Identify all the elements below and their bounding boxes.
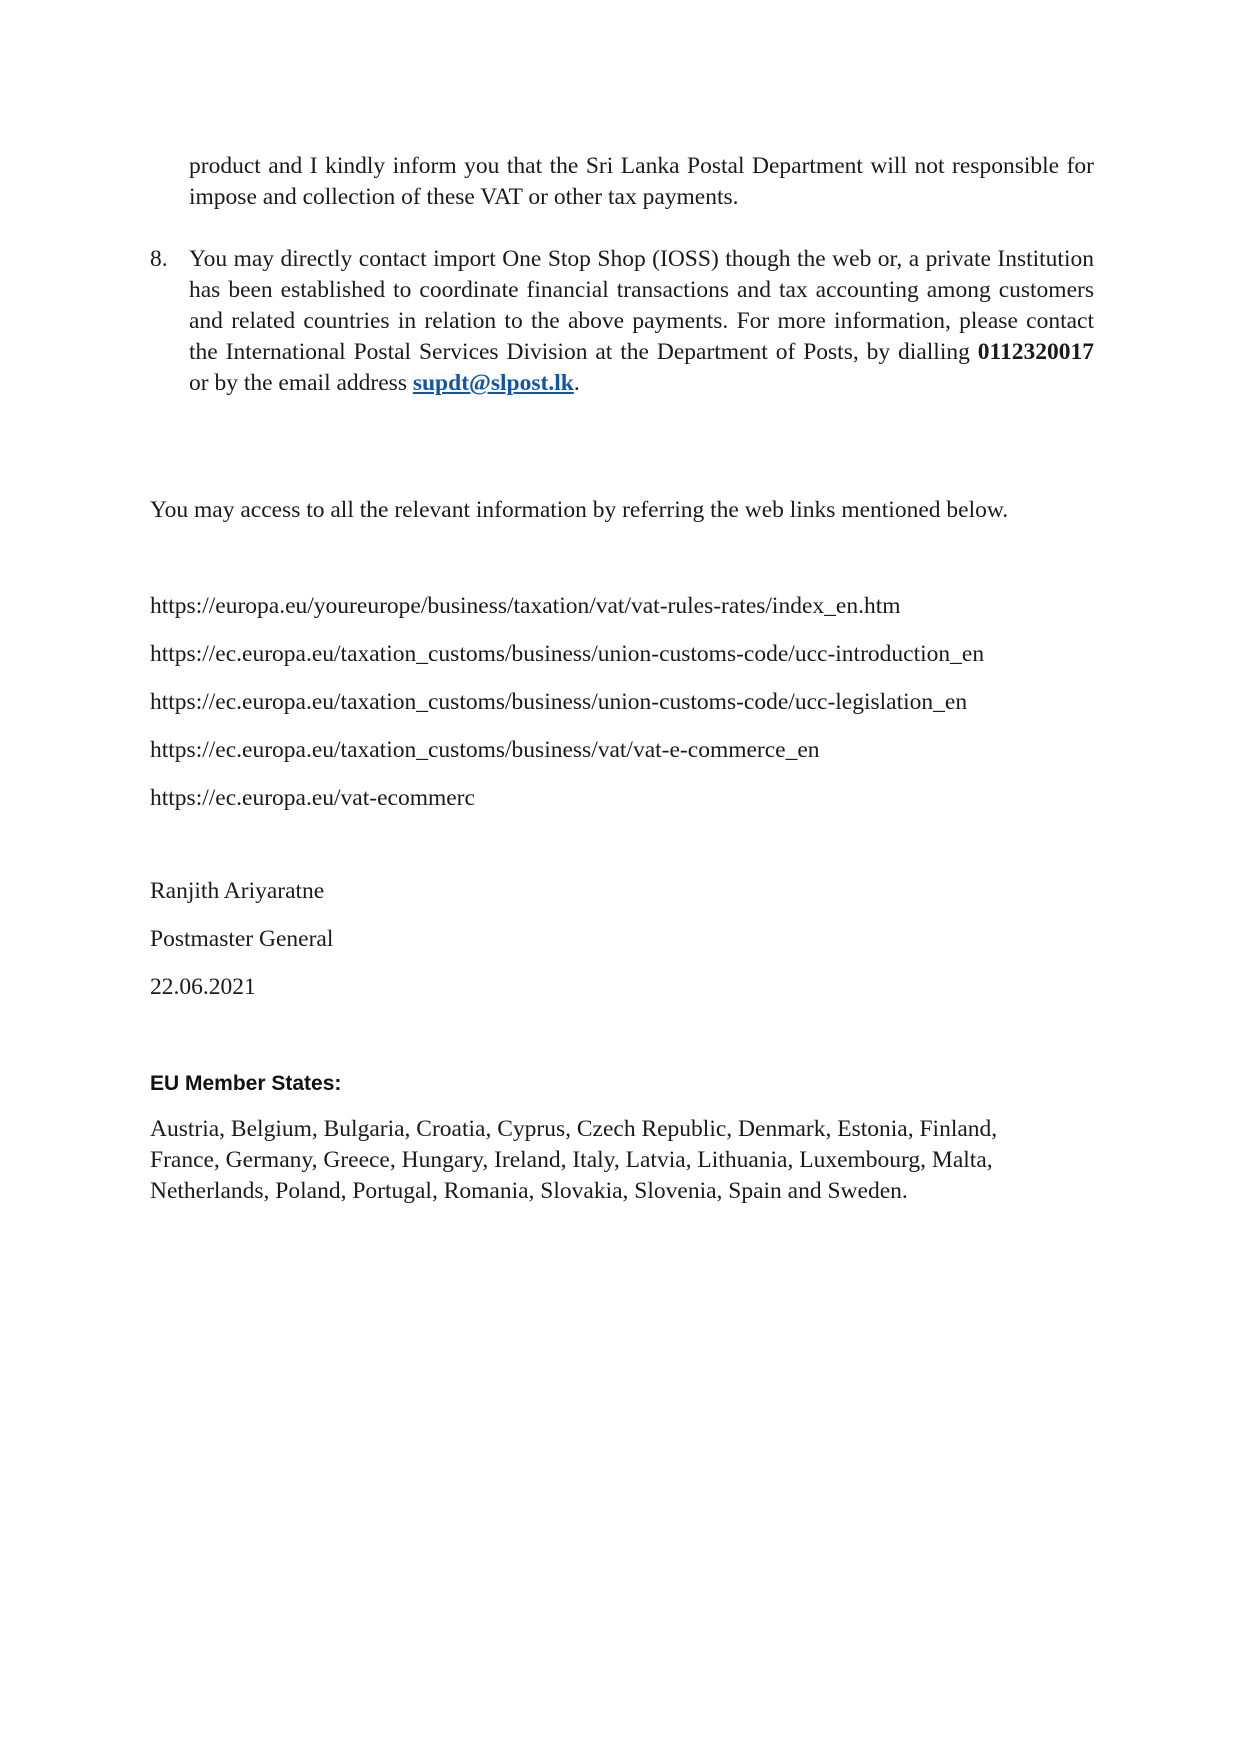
numbered-item — [150, 244, 1094, 399]
signatory-title: Postmaster General — [150, 926, 334, 952]
item-number: 8. — [150, 246, 168, 272]
continuation-paragraph: product and I kindly inform you that the Sri Lanka Postal Department will not responsible for impose and collection of these VAT or other tax payments. — [189, 153, 1094, 210]
signature-block — [150, 876, 333, 1020]
email-link[interactable]: supdt@slpost.lk — [412, 370, 574, 396]
web-link[interactable]: https://ec.europa.eu/vat-ecommerc — [150, 785, 475, 811]
web-link[interactable]: https://europa.eu/youreurope/business/taxation/vat/vat-rules-rates/index_en.htm — [150, 593, 901, 619]
item-text: You may directly contact import One Stop Shop (IOSS) though the web or, a private Institution has been established to coordinate financial transactions and tax accounting among customers and related countries in relation to the above payments. For more information, please contact the International Postal Services Division at the Department of Posts, by dialling — [189, 246, 1094, 365]
signatory-name: Ranjith Ariyaratne — [150, 878, 325, 904]
eu-member-states-list: Austria, Belgium, Bulgaria, Croatia, Cyprus, Czech Republic, Denmark, Estonia, Finland, France, Germany, Greece, Hungary, Ireland, Italy, Latvia, Lithuania, Luxembourg, Malta, Netherlands, Poland, Portugal, Romania, Slovakia, Slovenia, Spain and Sweden. — [150, 1116, 998, 1204]
item-text: or by the email address — [189, 370, 413, 396]
web-link[interactable]: https://ec.europa.eu/taxation_customs/business/union-customs-code/ucc-legislation_en — [150, 689, 968, 715]
eu-member-states-heading: EU Member States: — [150, 1072, 342, 1095]
numbered-list — [150, 244, 1094, 399]
signature-date: 22.06.2021 — [150, 974, 256, 1000]
links-intro: You may access to all the relevant information by referring the web links mentioned below. — [150, 497, 1009, 523]
item-text: . — [573, 370, 580, 396]
phone-number: 0112320017 — [977, 339, 1094, 365]
web-links-list — [150, 591, 984, 831]
web-link[interactable]: https://ec.europa.eu/taxation_customs/business/union-customs-code/ucc-introduction_en — [150, 641, 985, 667]
web-link[interactable]: https://ec.europa.eu/taxation_customs/business/vat/vat-e-commerce_en — [150, 737, 820, 763]
